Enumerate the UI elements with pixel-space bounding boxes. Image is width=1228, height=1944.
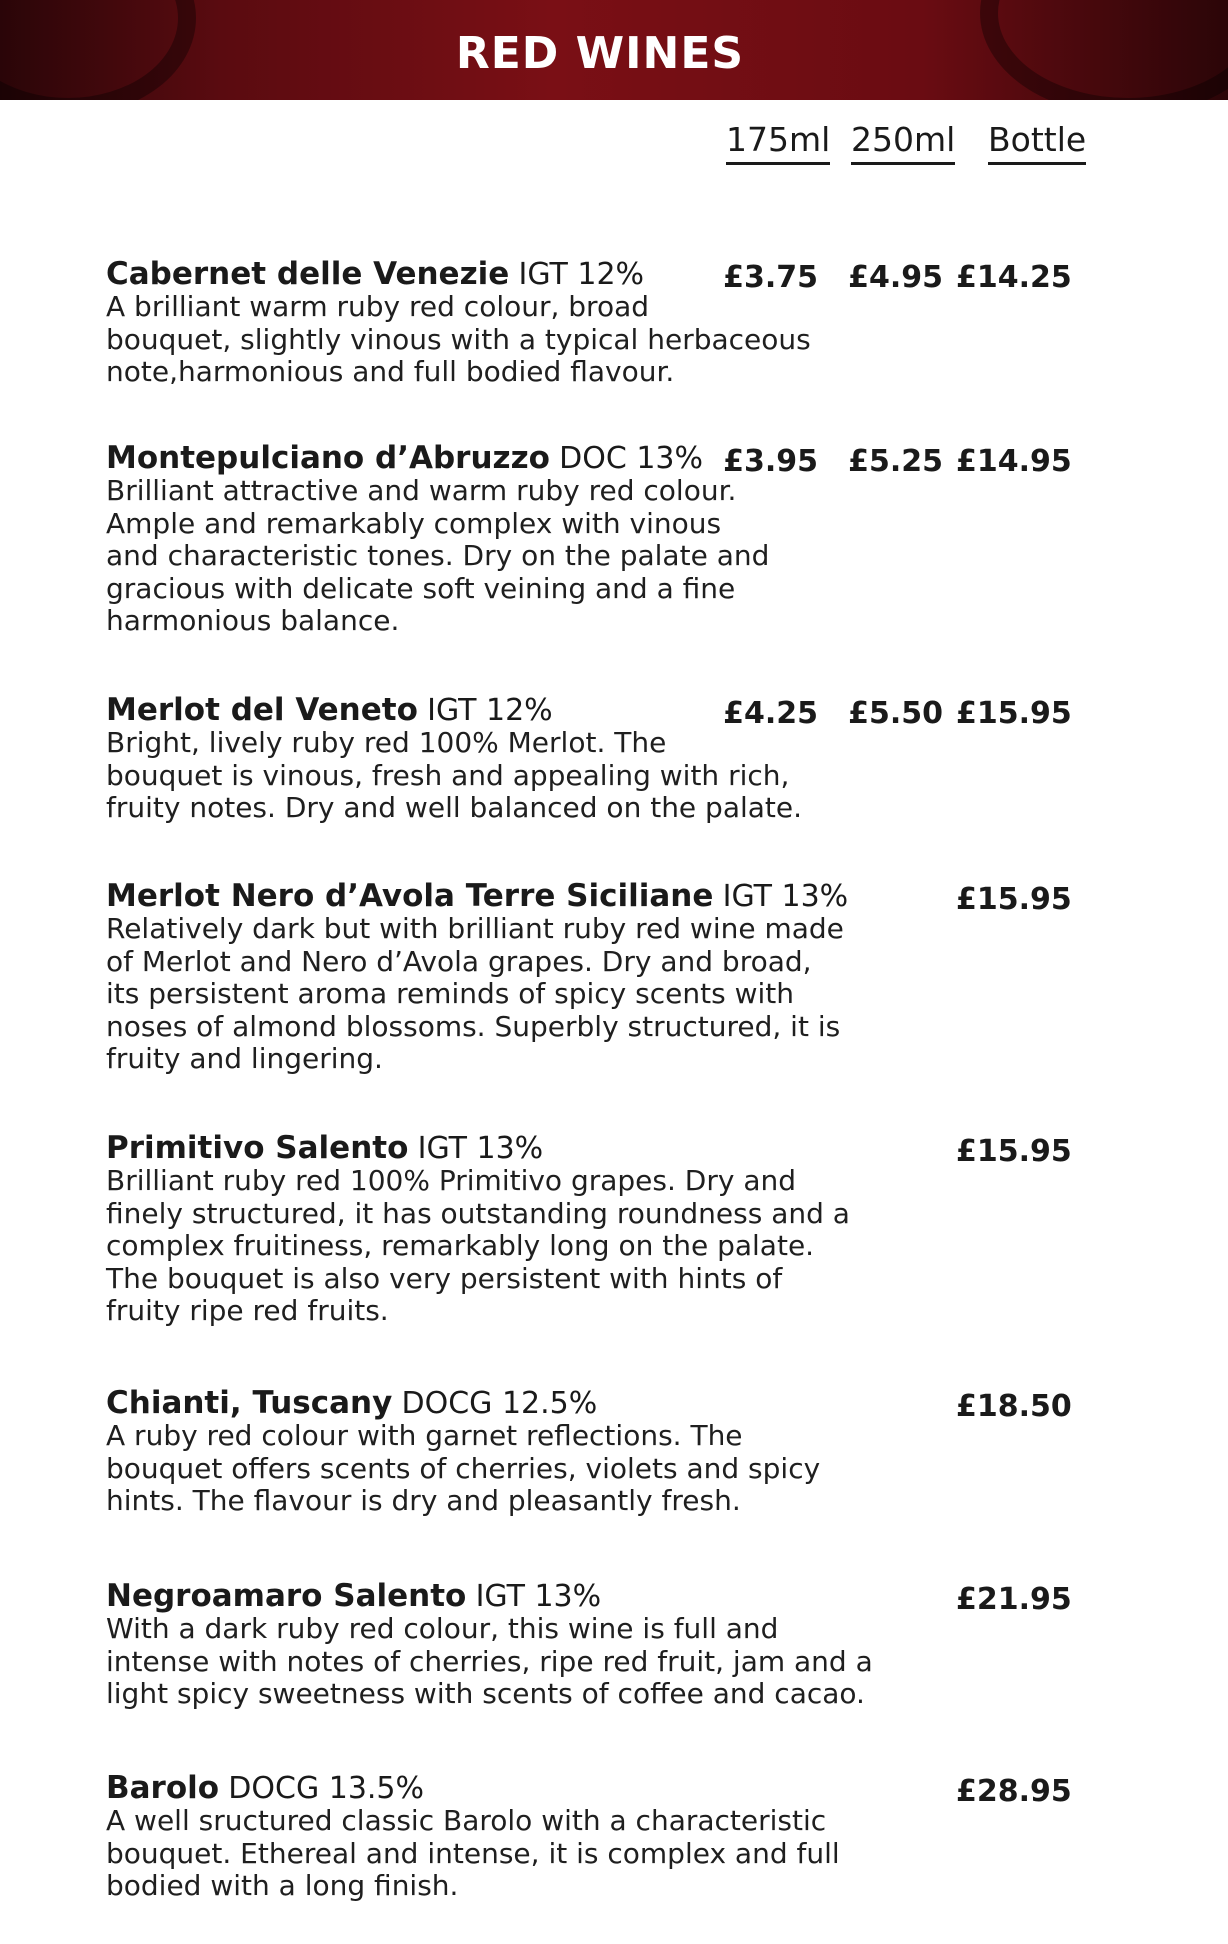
wine-item xyxy=(106,442,1146,638)
wine-classification: IGT 13% xyxy=(722,879,849,914)
price-250ml: £5.25 xyxy=(848,444,943,479)
price-250ml: £4.95 xyxy=(848,260,943,295)
wine-item xyxy=(106,258,1146,389)
page-title: RED WINES xyxy=(455,28,745,79)
price-bottle: £21.95 xyxy=(956,1582,1072,1617)
column-header-175ml: 175ml xyxy=(726,120,830,165)
wine-description: A well sructured classic Barolo with a characteristic bouquet. Ethereal and intense, it is complex and full bodied with a long finish. xyxy=(106,1804,840,1902)
column-header-bottle: Bottle xyxy=(988,120,1086,165)
wine-description: A brilliant warm ruby red colour, broad bouquet, slightly vinous with a typical herbaceous note,harmonious and full bodied flavour. xyxy=(106,290,811,388)
wine-description: Bright, lively ruby red 100% Merlot. The bouquet is vinous, fresh and appealing with rich, fruity notes. Dry and well balanced on the palate. xyxy=(106,726,803,824)
wine-name: Merlot Nero d’Avola Terre Siciliane xyxy=(106,878,714,914)
wine-description: Brilliant ruby red 100% Primitivo grapes. Dry and finely structured, it has outstanding roundness and a complex fruitiness, remarkably long on the palate. The bouquet is also very persistent with hints of fruity ripe red fruits. xyxy=(106,1164,850,1327)
wine-item xyxy=(106,1580,1146,1711)
price-bottle: £14.25 xyxy=(956,260,1072,295)
wine-classification: DOCG 13.5% xyxy=(228,1771,425,1806)
wine-name: Negroamaro Salento xyxy=(106,1578,467,1614)
wine-name: Chianti, Tuscany xyxy=(106,1385,393,1421)
price-bottle: £15.95 xyxy=(956,882,1072,917)
wine-item xyxy=(106,1772,1146,1903)
wine-name: Montepulciano d’Abruzzo xyxy=(106,440,550,476)
header-banner xyxy=(0,0,1228,100)
wine-classification: DOCG 12.5% xyxy=(401,1386,598,1421)
wine-classification: IGT 12% xyxy=(427,693,553,728)
wine-classification: DOC 13% xyxy=(559,441,704,476)
wine-name: Barolo xyxy=(106,1770,220,1806)
price-175ml: £3.75 xyxy=(723,260,818,295)
wine-item xyxy=(106,880,1146,1076)
price-bottle: £14.95 xyxy=(956,444,1072,479)
price-175ml: £3.95 xyxy=(723,444,818,479)
wine-classification: IGT 13% xyxy=(417,1131,544,1166)
wine-item xyxy=(106,694,1146,825)
price-bottle: £15.95 xyxy=(956,1134,1072,1169)
wine-name: Primitivo Salento xyxy=(106,1130,409,1166)
wine-item xyxy=(106,1387,1146,1518)
price-175ml: £4.25 xyxy=(723,696,818,731)
wine-name: Merlot del Veneto xyxy=(106,692,418,728)
price-bottle: £28.95 xyxy=(956,1774,1072,1809)
wine-classification: IGT 12% xyxy=(518,257,645,292)
price-bottle: £15.95 xyxy=(956,696,1072,731)
wine-description: A ruby red colour with garnet reflections. The bouquet offers scents of cherries, violets and spicy hints. The flavour is dry and pleasantly fresh. xyxy=(106,1419,821,1517)
column-header-250ml: 250ml xyxy=(851,120,955,165)
wine-name: Cabernet delle Venezie xyxy=(106,256,510,292)
wine-description: Relatively dark but with brilliant ruby red wine made of Merlot and Nero d’Avola grapes. Dry and broad, its persistent aroma reminds of spicy scents with noses of almond blossoms. Superbly structured, it is fruity and lingering. xyxy=(106,912,844,1075)
wine-item xyxy=(106,1132,1146,1328)
price-bottle: £18.50 xyxy=(956,1389,1072,1424)
price-250ml: £5.50 xyxy=(848,696,943,731)
wine-classification: IGT 13% xyxy=(475,1579,602,1614)
wine-description: Brilliant attractive and warm ruby red colour. Ample and remarkably complex with vinous and characteristic tones. Dry on the palate and gracious with delicate soft veining and a fine harmonious balance. xyxy=(106,474,770,637)
wine-description: With a dark ruby red colour, this wine is full and intense with notes of cherries, ripe red fruit, jam and a light spicy sweetness with scents of coffee and cacao. xyxy=(106,1612,873,1710)
